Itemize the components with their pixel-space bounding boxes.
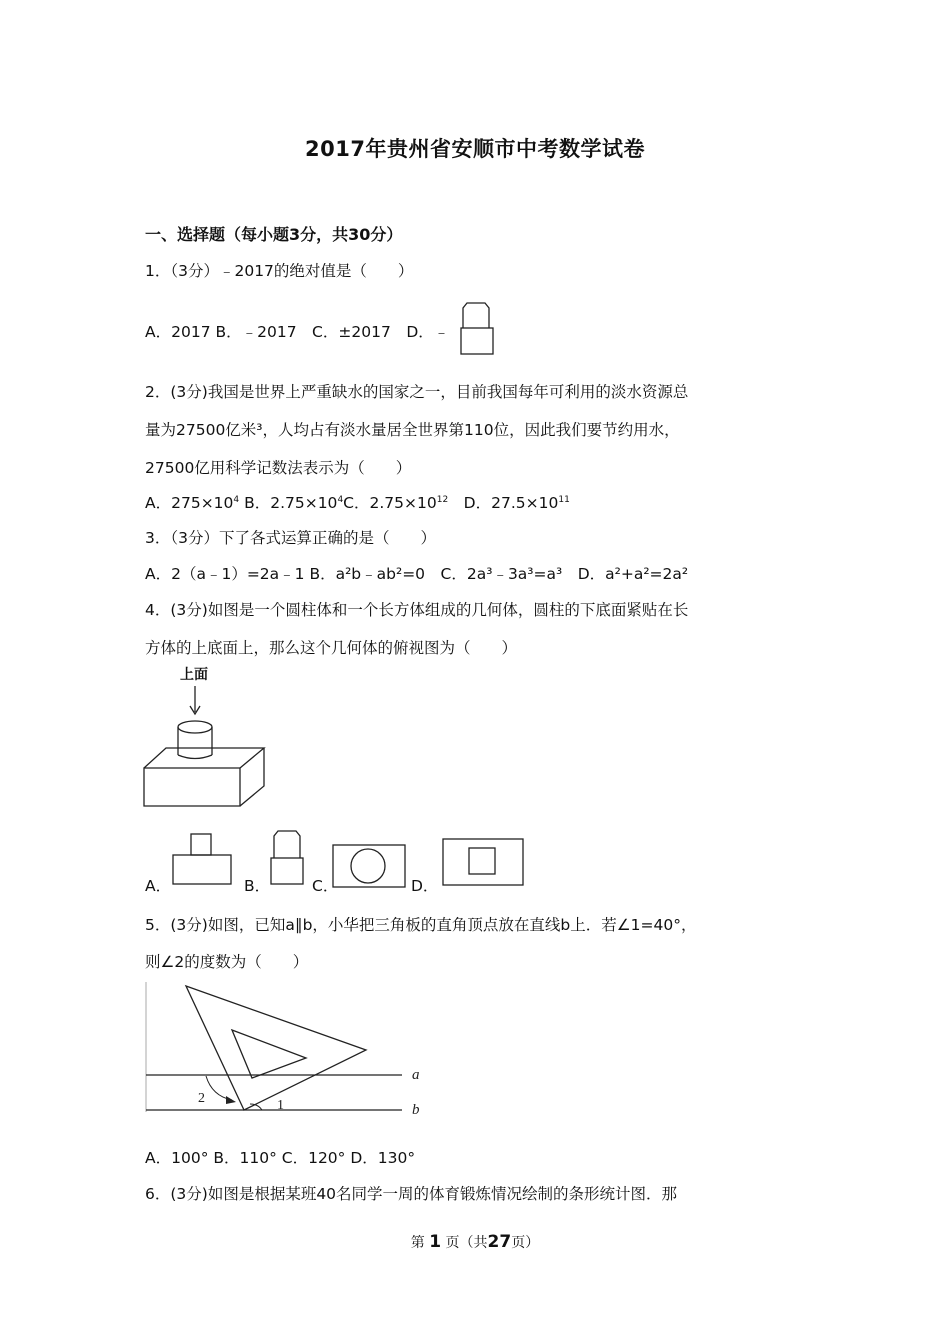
q4-option-d-label: D．: [411, 877, 439, 895]
angle-2-label: 2: [198, 1091, 205, 1106]
footer-suffix: 页）: [511, 1235, 540, 1251]
q2-option-d-exp: 11: [558, 495, 570, 505]
q4-option-c-figure: [330, 842, 408, 890]
q4-option-b-label: B．: [244, 877, 271, 895]
q4-option-a-figure: [170, 832, 236, 888]
q5-triangle-figure: [140, 978, 440, 1118]
question-1-options: A．2017 B．﹣2017 C．±2017 D．﹣: [145, 323, 450, 341]
question-4-line-2: 方体的上底面上，那么这个几何体的俯视图为（ ）: [145, 639, 518, 657]
q4-option-b-figure: [268, 828, 308, 888]
angle-1-label: 1: [277, 1098, 284, 1113]
section-heading: 一、选择题（每小题3分，共30分）: [145, 225, 403, 244]
q2-option-a-exp: 4: [233, 495, 240, 505]
line-a-label: a: [412, 1067, 420, 1083]
question-2-options: [145, 491, 570, 513]
q4-option-d-figure: [440, 836, 526, 888]
q2-option-d: D．27.5×10: [448, 494, 559, 512]
question-1-stem: 1．（3分）﹣2017的绝对值是（ ）: [145, 262, 414, 280]
q4-option-a-label: A．: [145, 877, 172, 895]
footer-total-pages: 27: [487, 1232, 512, 1252]
question-3-options: A．2（a﹣1）=2a﹣1 B．a²b﹣ab²=0 C．2a³﹣3a³=a³ D．a²+a²=2a²: [145, 565, 689, 583]
question-4-line-1: 4．(3分)如图是一个圆柱体和一个长方体组成的几何体，圆柱的下底面紧贴在长: [145, 601, 689, 619]
question-2-line-2: 量为27500亿米³，人均占有淡水量居全世界第110位，因此我们要节约用水，: [145, 421, 680, 439]
q2-option-a: A．275×10: [145, 494, 234, 512]
question-2-line-1: 2．(3分)我国是世界上严重缺水的国家之一，目前我国每年可利用的淡水资源总: [145, 383, 689, 401]
q2-option-b: B．2.75×10: [239, 494, 338, 512]
q2-option-c: C．2.75×10: [343, 494, 437, 512]
footer-middle: 页（共: [445, 1235, 488, 1251]
question-5-line-2: 则∠2的度数为（ ）: [145, 953, 309, 971]
q4-solid-figure: [140, 682, 285, 812]
q1-option-d-figure: [455, 300, 499, 358]
question-5-line-1: 5．(3分)如图，已知a∥b，小华把三角板的直角顶点放在直线b上．若∠1=40°，: [145, 916, 697, 934]
q2-option-c-exp: 12: [436, 495, 449, 505]
question-2-line-3: 27500亿用科学记数法表示为（ ）: [145, 459, 412, 477]
line-b-label: b: [412, 1102, 420, 1118]
q2-option-b-exp: 4: [337, 495, 344, 505]
question-3-stem: 3．（3分）下了各式运算正确的是（ ）: [145, 529, 436, 547]
footer-prefix: 第: [410, 1235, 425, 1251]
page-title: 2017年贵州省安顺市中考数学试卷: [305, 137, 645, 161]
q4-option-c-label: C．: [312, 877, 339, 895]
footer-page-number: 1: [429, 1232, 442, 1252]
figure-label-top-view: 上面: [180, 667, 208, 683]
question-5-options: A．100° B．110° C．120° D．130°: [145, 1149, 416, 1167]
page-footer: [0, 1232, 950, 1252]
question-6-line-1: 6．(3分)如图是根据某班40名同学一周的体育锻炼情况绘制的条形统计图．那: [145, 1185, 678, 1203]
